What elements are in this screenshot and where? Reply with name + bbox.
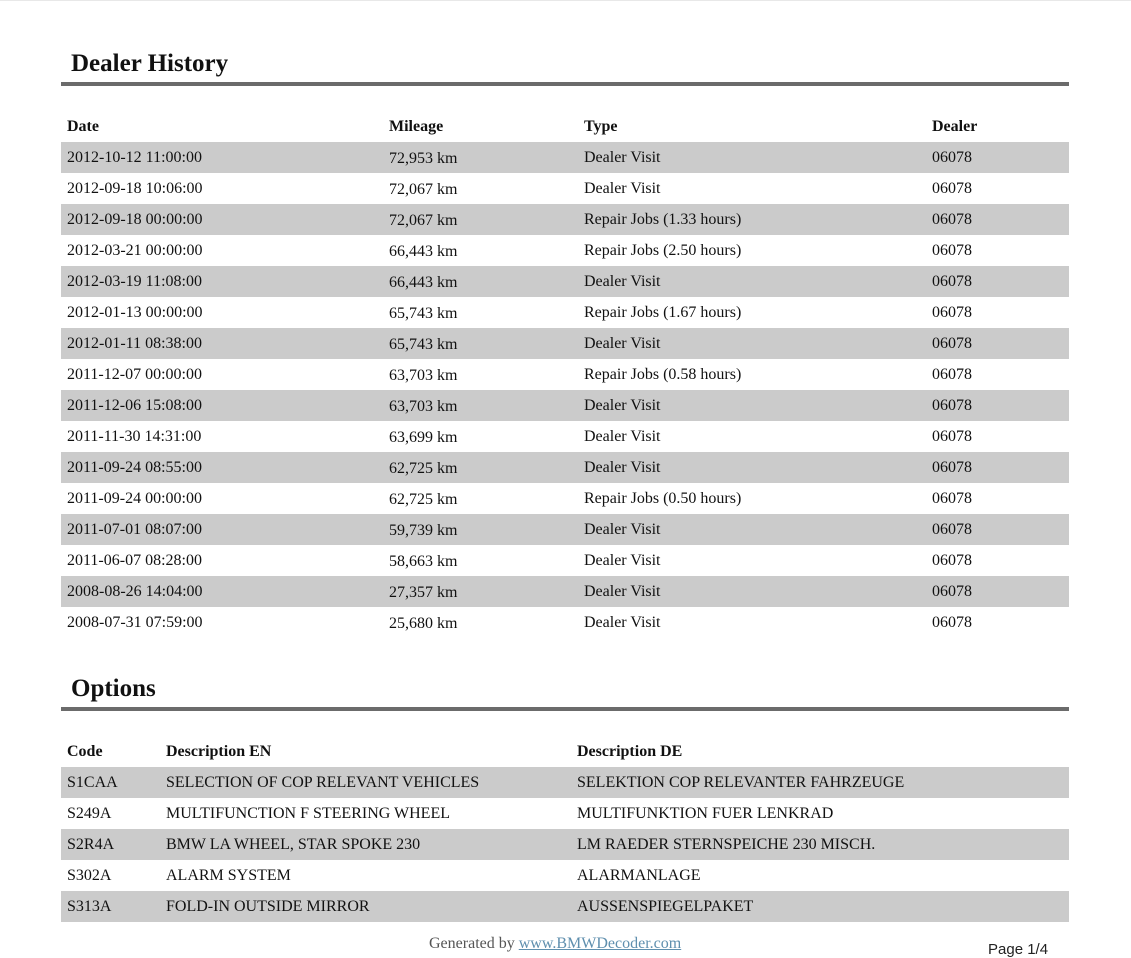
- type-cell: Repair Jobs (1.33 hours): [578, 204, 926, 235]
- mileage-cell: 59,739 km: [383, 514, 578, 545]
- type-cell: Dealer Visit: [578, 266, 926, 297]
- code-cell: S249A: [67, 805, 112, 822]
- dealer-history-table: [61, 105, 1069, 638]
- column-header-description-de: Description DE: [577, 743, 683, 760]
- options-rows: [61, 767, 1069, 922]
- dealer-cell: 06078: [926, 266, 1069, 297]
- table-row: [61, 767, 1069, 798]
- bmwdecoder-link[interactable]: www.BMWDecoder.com: [518, 935, 682, 952]
- mileage-cell: 66,443 km: [383, 266, 578, 297]
- dealer-cell: 06078: [932, 304, 972, 321]
- table-row: [61, 891, 1069, 922]
- dealer-cell: 06078: [932, 428, 972, 445]
- page-number: Page 1/4: [988, 941, 1049, 958]
- code-cell: S313A: [61, 891, 160, 922]
- type-cell: Dealer Visit: [578, 514, 926, 545]
- column-header-date: Date: [67, 118, 99, 135]
- type-cell: Dealer Visit: [578, 142, 926, 173]
- mileage-cell: 65,743 km: [389, 305, 458, 322]
- type-cell: Dealer Visit: [584, 614, 661, 631]
- description-en-cell: FOLD-IN OUTSIDE MIRROR: [160, 891, 571, 922]
- type-cell: Dealer Visit: [578, 328, 926, 359]
- dealer-history-title: Dealer History: [71, 50, 229, 77]
- dealer-cell: 06078: [932, 366, 972, 383]
- table-row: [61, 328, 1069, 359]
- dealer-cell: 06078: [932, 180, 972, 197]
- mileage-cell: 72,067 km: [389, 181, 458, 198]
- date-cell: 2012-01-13 00:00:00: [67, 304, 203, 321]
- date-cell: 2011-06-07 08:28:00: [67, 552, 202, 569]
- type-cell: Dealer Visit: [578, 390, 926, 421]
- code-cell: S302A: [67, 867, 112, 884]
- dealer-history-header-row: [61, 105, 1069, 142]
- generated-by-note: [429, 935, 681, 953]
- description-de-cell: ALARMANLAGE: [577, 867, 701, 884]
- date-cell: 2011-12-07 00:00:00: [67, 366, 202, 383]
- dealer-cell: 06078: [926, 328, 1069, 359]
- dealer-cell: 06078: [932, 490, 972, 507]
- options-divider: [61, 707, 1069, 711]
- mileage-cell: 63,703 km: [389, 367, 458, 384]
- dealer-cell: 06078: [932, 614, 972, 631]
- column-header-description-en: Description EN: [166, 743, 272, 760]
- dealer-history-divider: [61, 82, 1069, 86]
- mileage-cell: 66,443 km: [389, 243, 458, 260]
- type-cell: Repair Jobs (2.50 hours): [584, 242, 742, 259]
- date-cell: 2012-10-12 11:00:00: [61, 142, 383, 173]
- options-table: [61, 730, 1069, 922]
- dealer-cell: 06078: [926, 390, 1069, 421]
- mileage-cell: 62,725 km: [383, 452, 578, 483]
- table-row: [61, 829, 1069, 860]
- table-row: [61, 235, 1069, 266]
- column-header-dealer: Dealer: [932, 118, 978, 135]
- type-cell: Dealer Visit: [578, 576, 926, 607]
- table-row: [61, 390, 1069, 421]
- date-cell: 2011-09-24 08:55:00: [61, 452, 383, 483]
- generated-by-label: Generated by: [429, 935, 515, 952]
- dealer-cell: 06078: [926, 514, 1069, 545]
- page-footer: [0, 933, 1131, 957]
- description-en-cell: BMW LA WHEEL, STAR SPOKE 230: [160, 829, 571, 860]
- mileage-cell: 63,699 km: [389, 429, 458, 446]
- table-row: [61, 142, 1069, 173]
- description-de-cell: SELEKTION COP RELEVANTER FAHRZEUGE: [571, 767, 1069, 798]
- date-cell: 2012-09-18 10:06:00: [67, 180, 203, 197]
- description-en-cell: MULTIFUNCTION F STEERING WHEEL: [166, 805, 450, 822]
- description-de-cell: AUSSENSPIEGELPAKET: [571, 891, 1069, 922]
- dealer-cell: 06078: [932, 242, 972, 259]
- dealer-history-section: [61, 46, 1069, 638]
- date-cell: 2011-12-06 15:08:00: [61, 390, 383, 421]
- date-cell: 2011-09-24 00:00:00: [67, 490, 202, 507]
- dealer-history-rows: [61, 142, 1069, 638]
- options-title: Options: [71, 675, 156, 702]
- type-cell: Dealer Visit: [584, 552, 661, 569]
- table-row: [61, 860, 1069, 891]
- options-header-row: [61, 730, 1069, 767]
- type-cell: Dealer Visit: [584, 428, 661, 445]
- date-cell: 2012-09-18 00:00:00: [61, 204, 383, 235]
- column-header-type: Type: [584, 118, 618, 135]
- date-cell: 2011-07-01 08:07:00: [61, 514, 383, 545]
- table-row: [61, 359, 1069, 390]
- options-section: [61, 671, 1069, 922]
- mileage-cell: 63,703 km: [383, 390, 578, 421]
- description-en-cell: ALARM SYSTEM: [166, 867, 291, 884]
- code-cell: S1CAA: [61, 767, 160, 798]
- table-row: [61, 576, 1069, 607]
- dealer-cell: 06078: [926, 452, 1069, 483]
- dealer-cell: 06078: [926, 576, 1069, 607]
- type-cell: Repair Jobs (1.67 hours): [584, 304, 742, 321]
- date-cell: 2011-11-30 14:31:00: [67, 428, 202, 445]
- table-row: [61, 204, 1069, 235]
- type-cell: Dealer Visit: [584, 180, 661, 197]
- top-border: [0, 0, 1131, 1]
- date-cell: 2008-08-26 14:04:00: [61, 576, 383, 607]
- mileage-cell: 58,663 km: [389, 553, 458, 570]
- mileage-cell: 27,357 km: [383, 576, 578, 607]
- table-row: [61, 452, 1069, 483]
- table-row: [61, 297, 1069, 328]
- mileage-cell: 25,680 km: [389, 615, 458, 632]
- dealer-cell: 06078: [926, 142, 1069, 173]
- table-row: [61, 173, 1069, 204]
- column-header-code: Code: [67, 743, 103, 760]
- description-de-cell: MULTIFUNKTION FUER LENKRAD: [577, 805, 834, 822]
- table-row: [61, 545, 1069, 576]
- date-cell: 2012-01-11 08:38:00: [61, 328, 383, 359]
- table-row: [61, 798, 1069, 829]
- type-cell: Repair Jobs (0.50 hours): [584, 490, 742, 507]
- mileage-cell: 72,067 km: [383, 204, 578, 235]
- description-de-cell: LM RAEDER STERNSPEICHE 230 MISCH.: [571, 829, 1069, 860]
- mileage-cell: 72,953 km: [383, 142, 578, 173]
- table-row: [61, 421, 1069, 452]
- date-cell: 2012-03-21 00:00:00: [67, 242, 203, 259]
- date-cell: 2008-07-31 07:59:00: [67, 614, 203, 631]
- code-cell: S2R4A: [61, 829, 160, 860]
- description-en-cell: SELECTION OF COP RELEVANT VEHICLES: [160, 767, 571, 798]
- type-cell: Repair Jobs (0.58 hours): [584, 366, 742, 383]
- table-row: [61, 514, 1069, 545]
- mileage-cell: 62,725 km: [389, 491, 458, 508]
- date-cell: 2012-03-19 11:08:00: [61, 266, 383, 297]
- dealer-cell: 06078: [926, 204, 1069, 235]
- column-header-mileage: Mileage: [389, 118, 444, 135]
- table-row: [61, 266, 1069, 297]
- table-row: [61, 607, 1069, 638]
- table-row: [61, 483, 1069, 514]
- mileage-cell: 65,743 km: [383, 328, 578, 359]
- dealer-cell: 06078: [932, 552, 972, 569]
- type-cell: Dealer Visit: [578, 452, 926, 483]
